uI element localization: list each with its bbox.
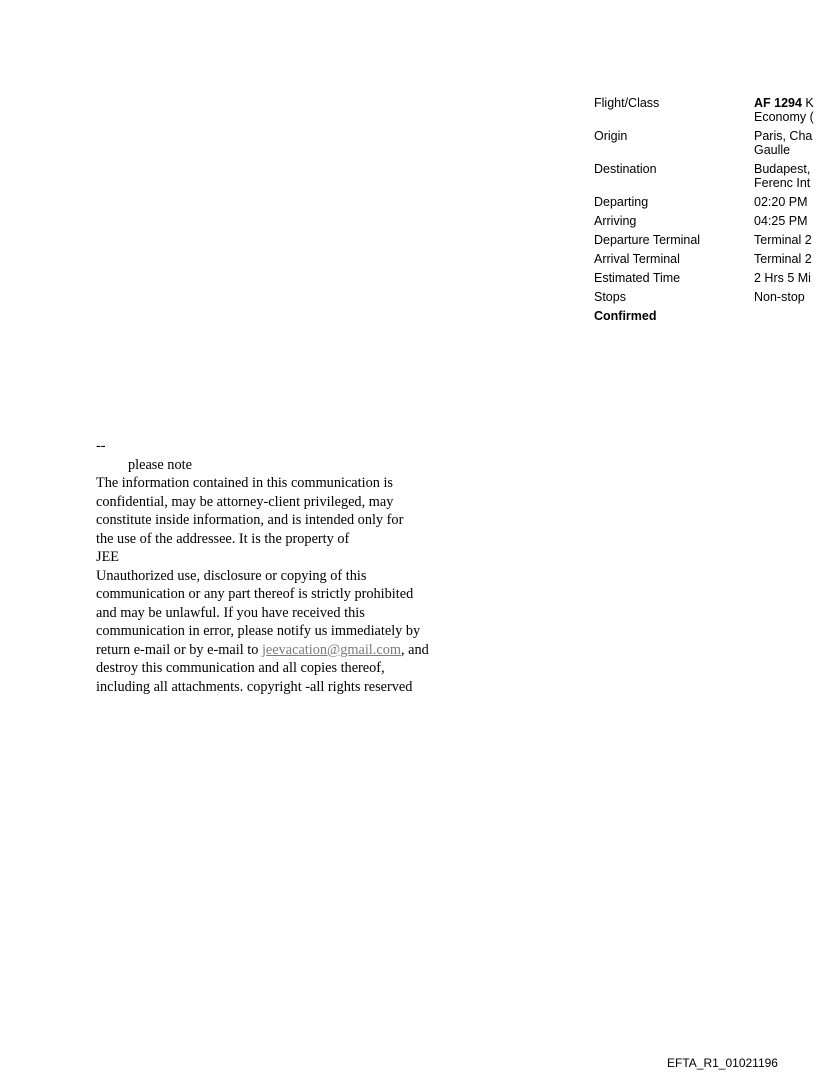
notice-line: constitute inside information, and is intended only for (96, 512, 404, 528)
arriving-value: 04:25 PM (754, 214, 808, 228)
destination-value (754, 162, 810, 190)
notice-line: The information contained in this communication is (96, 475, 393, 491)
notice-line: communication in error, please notify us immediately by (96, 623, 421, 639)
confidentiality-notice (96, 437, 476, 696)
notice-line: including all attachments. copyright -all rights reserved (96, 678, 413, 695)
notice-line-with-email (96, 641, 476, 660)
departing-row (594, 195, 816, 209)
notice-text: return e-mail or by e-mail to (96, 641, 262, 658)
notice-heading: please note (128, 456, 192, 473)
departure-terminal-value: Terminal 2 (754, 233, 812, 247)
estimated-time-value: 2 Hrs 5 Mi (754, 271, 811, 285)
origin-value (754, 129, 812, 157)
booking-status: Confirmed (594, 309, 657, 323)
signature-separator: -- (96, 438, 106, 454)
estimated-time-row (594, 271, 816, 285)
notice-line: communication or any part thereof is strictly prohibited (96, 586, 414, 602)
arriving-row (594, 214, 816, 228)
notice-line: destroy this communication and all copies thereof, (96, 660, 385, 676)
departing-label: Departing (594, 195, 649, 209)
flight-class-code: K (801, 96, 814, 110)
flight-class-value (754, 96, 814, 124)
status-row (594, 309, 816, 323)
email-link[interactable]: jeevacation@gmail.com (261, 641, 401, 658)
notice-line: JEE (96, 549, 120, 565)
flight-class-row (594, 96, 816, 124)
arrival-terminal-row (594, 252, 816, 266)
notice-line: Unauthorized use, disclosure or copying of this (96, 567, 367, 584)
arriving-label: Arriving (594, 214, 637, 228)
arrival-terminal-label: Arrival Terminal (594, 252, 680, 266)
origin-line2: Gaulle (754, 143, 791, 157)
origin-row (594, 129, 816, 157)
departure-terminal-label: Departure Terminal (594, 233, 701, 247)
estimated-time-label: Estimated Time (594, 271, 681, 285)
departing-value: 02:20 PM (754, 195, 808, 209)
origin-line1: Paris, Cha (754, 129, 813, 143)
notice-line: confidential, may be attorney-client privileged, may (96, 493, 394, 510)
stops-value: Non-stop (754, 290, 805, 304)
destination-line1: Budapest, (754, 162, 811, 176)
flight-class-label: Flight/Class (594, 96, 660, 110)
notice-line: the use of the addressee. It is the property of (96, 530, 350, 547)
arrival-terminal-value: Terminal 2 (754, 252, 812, 266)
destination-label: Destination (594, 162, 657, 176)
origin-label: Origin (594, 129, 628, 143)
notice-text: , and (400, 641, 429, 658)
stops-row (594, 290, 816, 304)
destination-line2: Ferenc Int (754, 176, 811, 190)
departure-terminal-row (594, 233, 816, 247)
stops-label: Stops (594, 290, 626, 304)
flight-class-line2: Economy ( (754, 110, 814, 124)
destination-row (594, 162, 816, 190)
document-id: EFTA_R1_01021196 (667, 1056, 778, 1070)
notice-line: and may be unlawful. If you have received this (96, 604, 365, 621)
flight-details-table (594, 96, 816, 323)
flight-number: AF 1294 (754, 96, 802, 110)
